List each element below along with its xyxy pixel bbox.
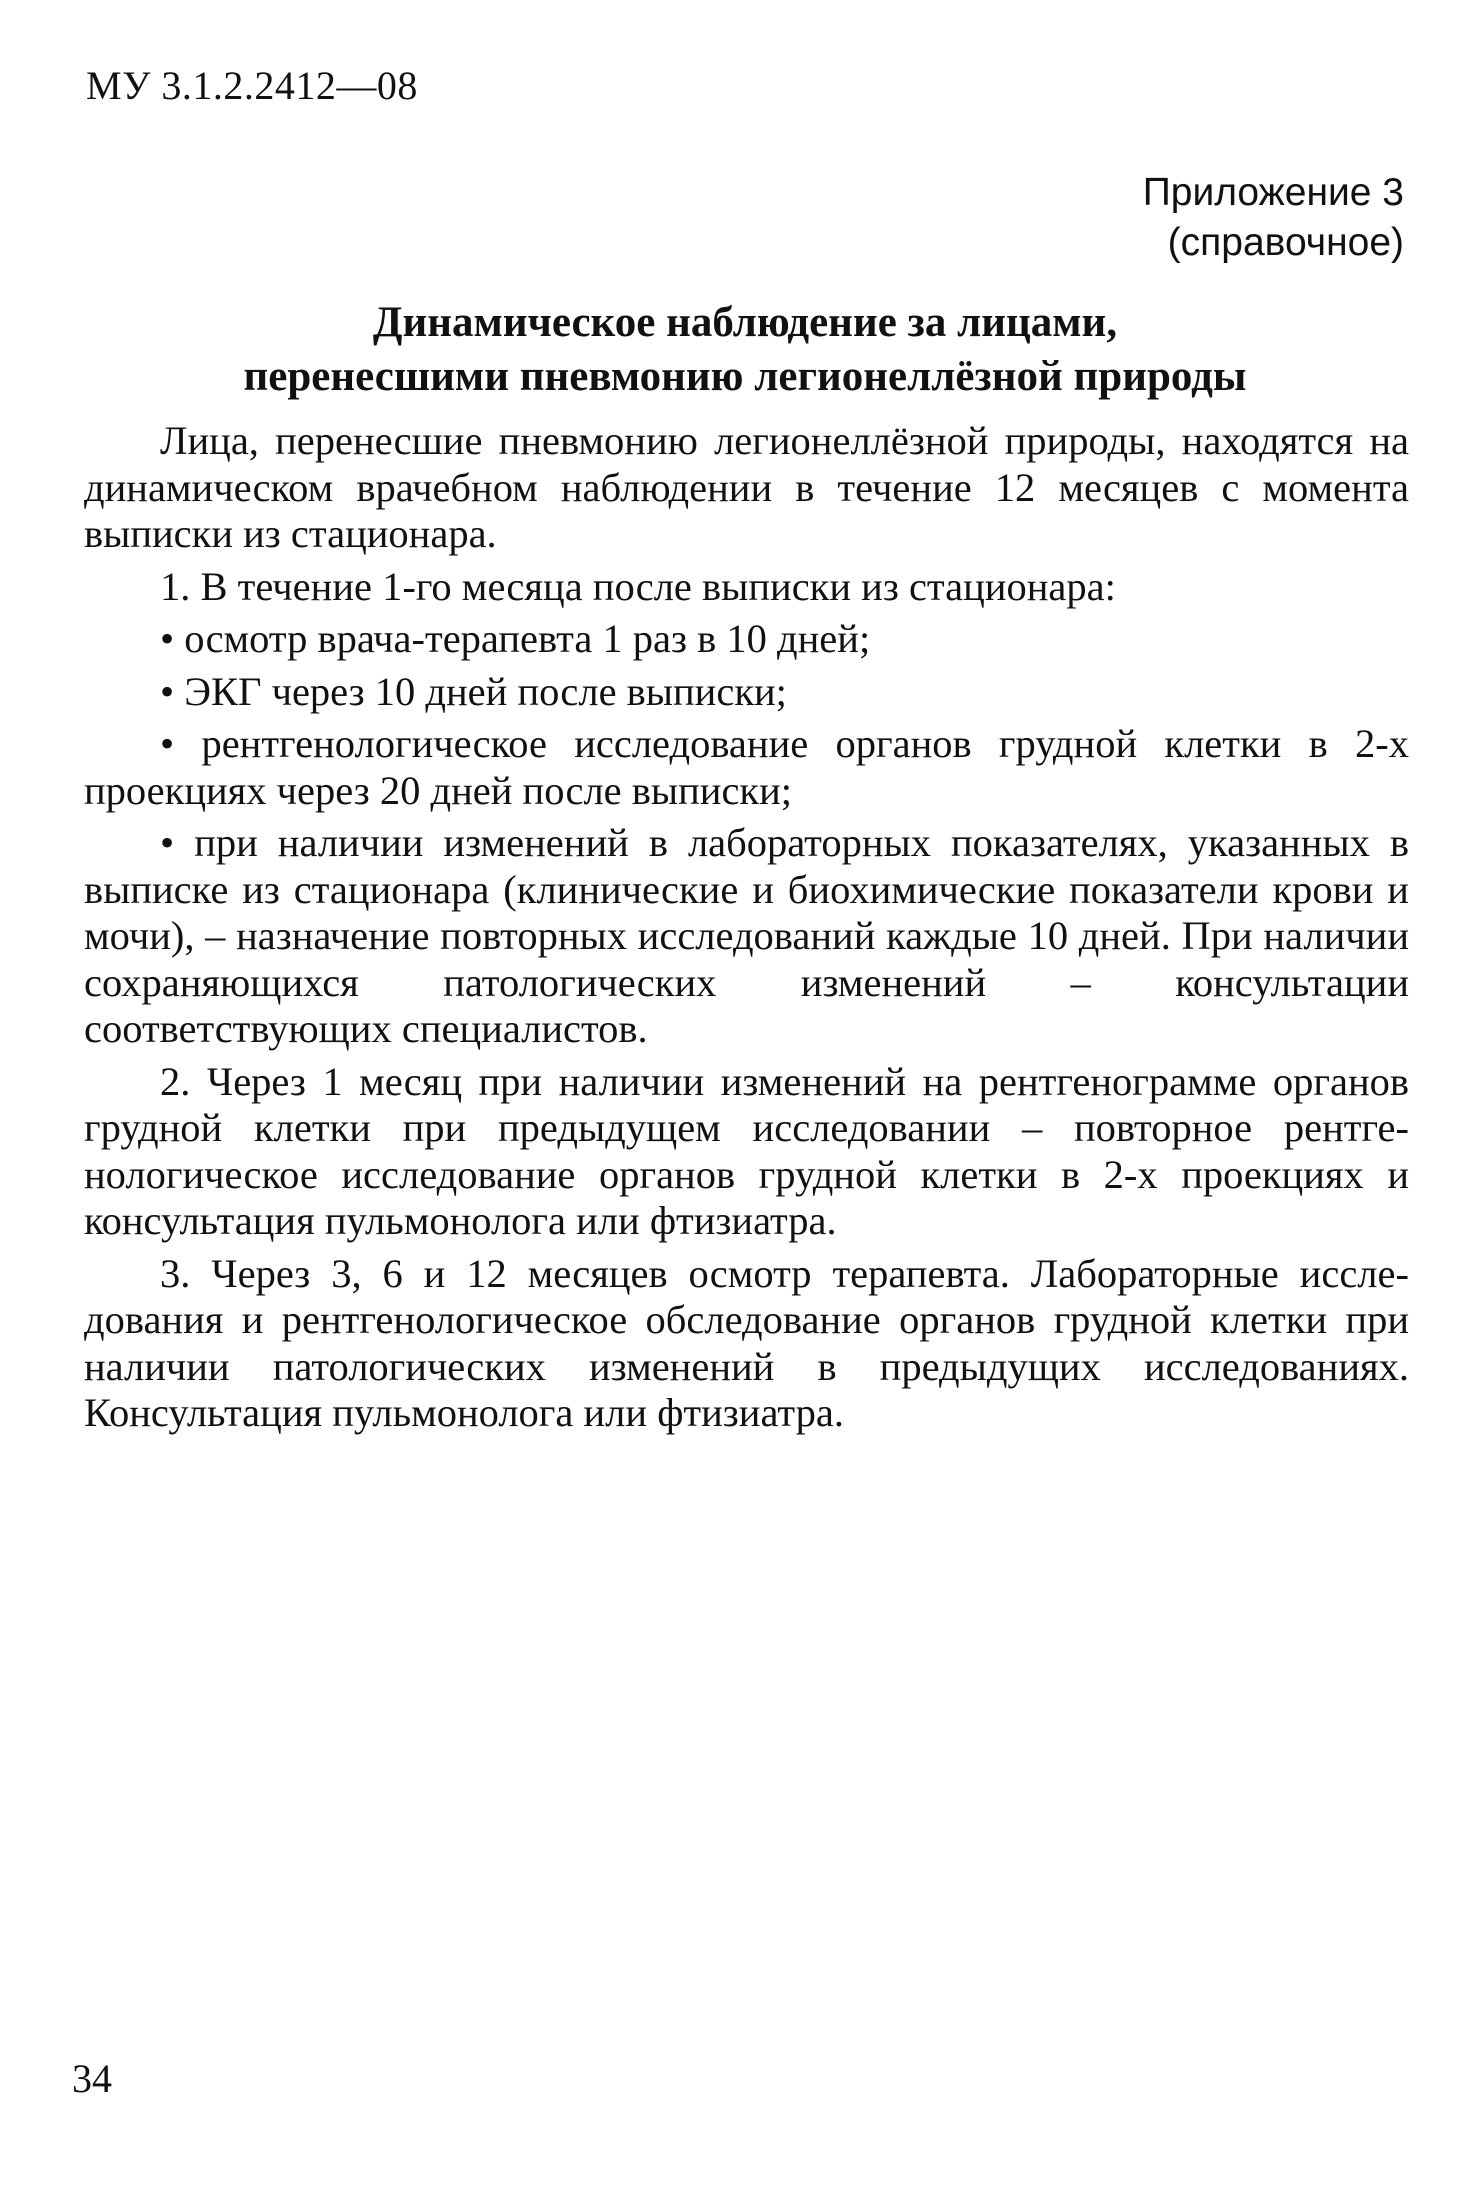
- item-1-heading: 1. В течение 1-го месяца после выписки из стационара:: [160, 563, 1116, 609]
- bullet-lab-tests: • при наличии изменений в лабораторных показателях, указанных в выписке из стационара (клинические и биохимические показатели крови и мочи), – назначение повторных исследований каждые 10 дней. При наличии сохраняющихся патологических изменений – консультации соответствующих специалистов.: [84, 820, 1409, 1051]
- appendix-number: Приложение 3: [1142, 171, 1404, 214]
- section-title: [80, 296, 1410, 404]
- section-title-line-2: перенесшими пневмонию легионеллёзной природы: [243, 353, 1247, 400]
- item-3-paragraph: 3. Через 3, 6 и 12 месяцев осмотр терапевта. Лабораторные исследования и рентгенологическое обследование органов грудной клетки при наличии патологических изменений в предыдущих исследованиях. Консультация пульмонолога или фтизиатра.: [84, 1250, 1409, 1435]
- document-code: МУ 3.1.2.2412—08: [86, 63, 418, 108]
- bullet-therapist-exam: • осмотр врача-терапевта 1 раз в 10 дней;: [160, 616, 871, 661]
- appendix-type: (справочное): [1167, 221, 1404, 264]
- appendix-label: [804, 168, 1404, 268]
- item-2-paragraph: 2. Через 1 месяц при наличии изменений на рентгенограмме органов грудной клетки при предыдущем исследовании – повторное рентгенологическое исследование органов грудной клетки в 2-х проекциях и консультация пульмонолога или фтизиатра.: [84, 1058, 1409, 1243]
- section-title-line-1: Динамическое наблюдение за лицами,: [372, 299, 1118, 346]
- page-number: 34: [72, 2056, 112, 2101]
- document-body: [84, 418, 1409, 1443]
- bullet-xray: • рентгенологическое исследование органов грудной клетки в 2-х проекциях через 20 дней после выписки;: [84, 721, 1409, 813]
- intro-paragraph: Лица, перенесшие пневмонию легионеллёзной природы, находятся на динамическом врачебном наблюдении в течение 12 месяцев с момента выписки из стационара.: [84, 418, 1409, 556]
- bullet-ecg: • ЭКГ через 10 дней после выписки;: [160, 668, 787, 714]
